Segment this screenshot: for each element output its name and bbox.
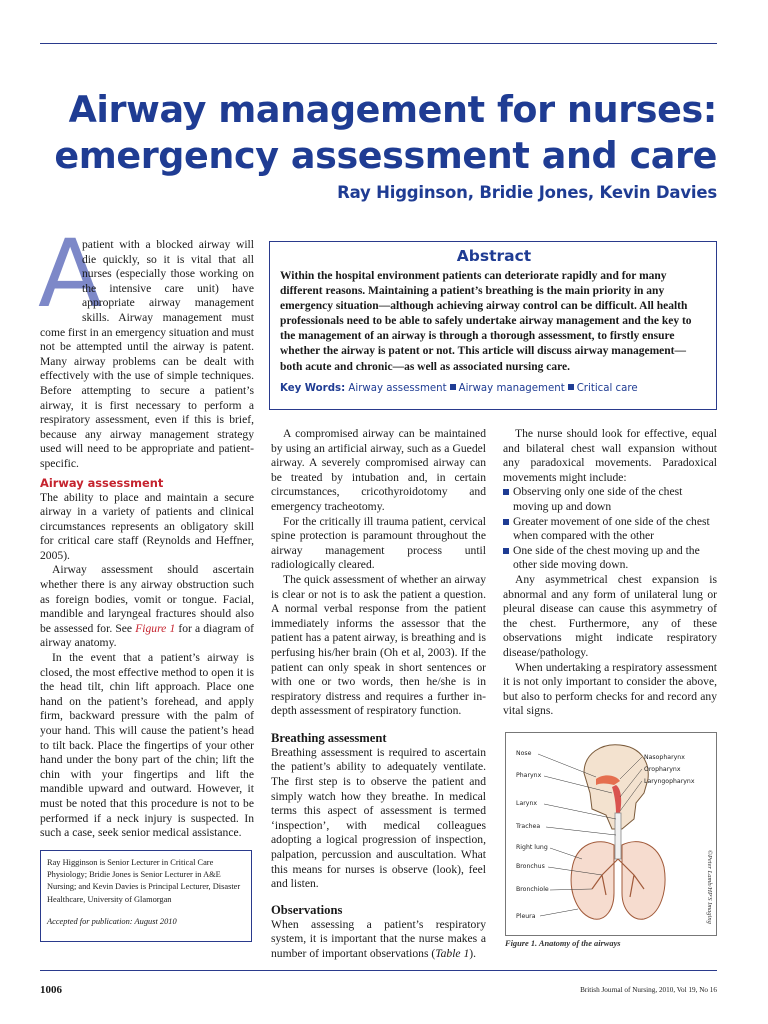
abstract-box — [269, 241, 717, 410]
observations-heading: Observations — [271, 902, 343, 917]
page-number: 1006 — [40, 984, 62, 996]
key-word[interactable]: Critical care — [576, 382, 638, 394]
key-word[interactable]: Airway assessment — [348, 382, 447, 394]
authors: Ray Higginson, Bridie Jones, Kevin Davies — [337, 183, 717, 202]
col1-p2-text-a: Airway assessment should ascertain whether there is any airway obstruction such as foreign bodies, vomit or tongue. Facial, mandible and laryngeal fractures should also be assessed for. See — [40, 563, 254, 635]
square-bullet-icon — [568, 384, 574, 390]
intro-paragraph — [38, 220, 254, 472]
bullet-text: Observing only one side of the chest moving up and down — [513, 485, 683, 513]
col3-paragraph-1: The nurse should look for effective, equal and bilateral chest wall expansion without any paradoxical movements. Paradoxical movements might include: — [503, 427, 717, 484]
col2-paragraph-5 — [271, 918, 486, 962]
col2-p5-text-b: ). — [469, 947, 477, 960]
column-3 — [503, 427, 717, 719]
author-bio: Ray Higginson is Senior Lecturer in Critical Care Physiology; Bridie Jones is Senior Lecturer in A&E Nursing; and Kevin Davies is Principal Lecturer, Disaster Healthcare, University of Glamorgan — [47, 858, 241, 904]
bullet-text: Greater movement of one side of the chest when compared with the other — [513, 514, 710, 543]
figure-caption: Figure 1. Anatomy of the airways — [505, 939, 621, 948]
col3-paragraph-3: When undertaking a respiratory assessment it is not only important to consider the above, but also to perform checks for and record any vital signs. — [503, 660, 717, 718]
key-word[interactable]: Airway management — [458, 382, 565, 394]
table-1-reference[interactable]: Table 1 — [435, 947, 470, 960]
square-bullet-icon — [503, 519, 509, 525]
drop-cap: A — [38, 220, 103, 329]
col2-paragraph-3: The quick assessment of whether an airway is clear or not is to ask the patient a question. A normal verbal response from the patient immediately informs the assessor that the patient has a patent airway, is breathing and is perfusing his/her brain (Oh et al, 2003). If the patient can only speak in short sentences or with one or two words, then he/she is in respiratory distress and requires a further in-depth assessment of respiratory function. — [271, 572, 486, 718]
figure-label: Bronchiole — [516, 886, 549, 893]
col2-paragraph-1: A compromised airway can be maintained by using an artificial airway, such as a Guedel airway. A severely compromised airway can be treated by intubation and, in certain circumstances, cricothyroidotomy and emergency tracheotomy. — [271, 427, 486, 513]
airway-anatomy-illustration — [506, 733, 716, 935]
column-2 — [271, 427, 486, 962]
figure-1-reference[interactable]: Figure 1 — [135, 621, 176, 635]
key-words — [280, 383, 708, 394]
col2-p5-text-a: When assessing a patient’s respiratory system, it is important that the nurse makes a number of important observations ( — [271, 917, 486, 960]
key-words-label: Key Words: — [280, 382, 346, 394]
airway-assessment-heading: Airway assessment — [40, 475, 164, 490]
col2-paragraph-4: Breathing assessment is required to ascertain the patient’s ability to adequately ventilate. The first step is to observe the patient and simply watch how they breathe. In medical terms this aspect of assessment is termed ‘inspection’, with medical colleagues adopting a logical progression of inspection, palpation, percussion and auscultation. What this means for nurses is observe (look), feel and listen. — [271, 745, 486, 891]
breathing-assessment-heading: Breathing assessment — [271, 730, 387, 745]
figure-label: Oropharynx — [644, 766, 681, 773]
col1-paragraph-1: The ability to place and maintain a secure airway in a variety of patients and clinical circumstances represents an obligatory skill for critical care staff (Reynolds and Heffner, 2005). — [40, 490, 254, 562]
bullet-item — [503, 544, 717, 573]
figure-label: Bronchus — [516, 863, 545, 870]
figure-label: Nasopharynx — [644, 754, 685, 761]
bottom-rule — [40, 970, 717, 971]
journal-citation: British Journal of Nursing, 2010, Vol 19, No 16 — [580, 986, 717, 994]
author-bio-box — [40, 850, 252, 942]
col3-paragraph-2: Any asymmetrical chest expansion is abnormal and any form of unilateral lung or pleural disease can cause this asymmetry of the chest. Furthermore, any of these observations might indicate respiratory disease/pathology. — [503, 572, 717, 659]
intro-text: patient with a blocked airway will die quickly, so it is vital that all nurses (especially those working on the intensive care unit) have appropriate airway management skills. Airway management must come first in an emergency situation and must not be attempted until the airway is patent. Many airway problems can be dealt with effectively with the use of simple techniques. Before attempting to secure a patient’s airway, it is first necessary to perform a respiratory assessment, even if this is brief, because any airway management strategy used will need to be appropriate and patient-specific. — [40, 238, 254, 470]
airway-anatomy-figure — [505, 732, 717, 936]
square-bullet-icon — [503, 489, 509, 495]
title-line-1: Airway management for nurses: — [68, 88, 717, 131]
accepted-date: Accepted for publication: August 2010 — [47, 916, 177, 926]
bullet-item — [503, 515, 717, 544]
title-line-2: emergency assessment and care — [54, 134, 717, 177]
figure-label: Right lung — [516, 844, 548, 851]
figure-credit: ©Peter Lamb/HP'S Imaging — [706, 850, 713, 924]
bullet-item — [503, 485, 717, 514]
col1-p2-text-b: for a diagram of airway anatomy. — [40, 621, 255, 650]
figure-label: Laryngopharynx — [644, 778, 695, 785]
abstract-text: Within the hospital environment patients can deteriorate rapidly and for many different reasons. Maintaining a patient’s breathing is the main priority in any emergency situation—although achieving airway control can be difficult. All health professionals need to be able to safely undertake airway management and the key to the management of an airway is through a thorough assessment, to firstly ensure whether the airway is patent or not. This article will discuss airway management—both acute and chronic—as well as associated nursing care. — [280, 270, 692, 373]
square-bullet-icon — [503, 548, 509, 554]
figure-label: Pleura — [516, 913, 536, 920]
figure-label: Pharynx — [516, 772, 542, 779]
col2-paragraph-2: For the critically ill trauma patient, cervical spine protection is paramount throughout the airway management process until radiologically cleared. — [271, 514, 486, 572]
abstract-heading: Abstract — [456, 247, 532, 265]
figure-label: Nose — [516, 750, 532, 757]
col1-paragraph-3: In the event that a patient’s airway is closed, the most effective method to open it is the head tilt, chin lift approach. Place one hand on the patient’s forehead, and apply firm, backward pressure with the palm of your hand. This will cause the patient’s head to tilt back. Place the fingertips of your other hand under the bony part of the chin; lift the chin with your fingertips and lift the mandible upward and outward. However, it must be noted that this procedure is not to be performed if a neck injury is suspected. In such a case, seek senior medical assistance. — [40, 651, 254, 840]
top-rule — [40, 43, 717, 44]
col1-paragraph-2 — [40, 563, 254, 651]
bullet-text: One side of the chest moving up and the other side moving down. — [513, 543, 700, 572]
figure-label: Larynx — [516, 800, 538, 807]
square-bullet-icon — [450, 384, 456, 390]
figure-label: Trachea — [516, 823, 541, 830]
column-1 — [38, 220, 255, 841]
